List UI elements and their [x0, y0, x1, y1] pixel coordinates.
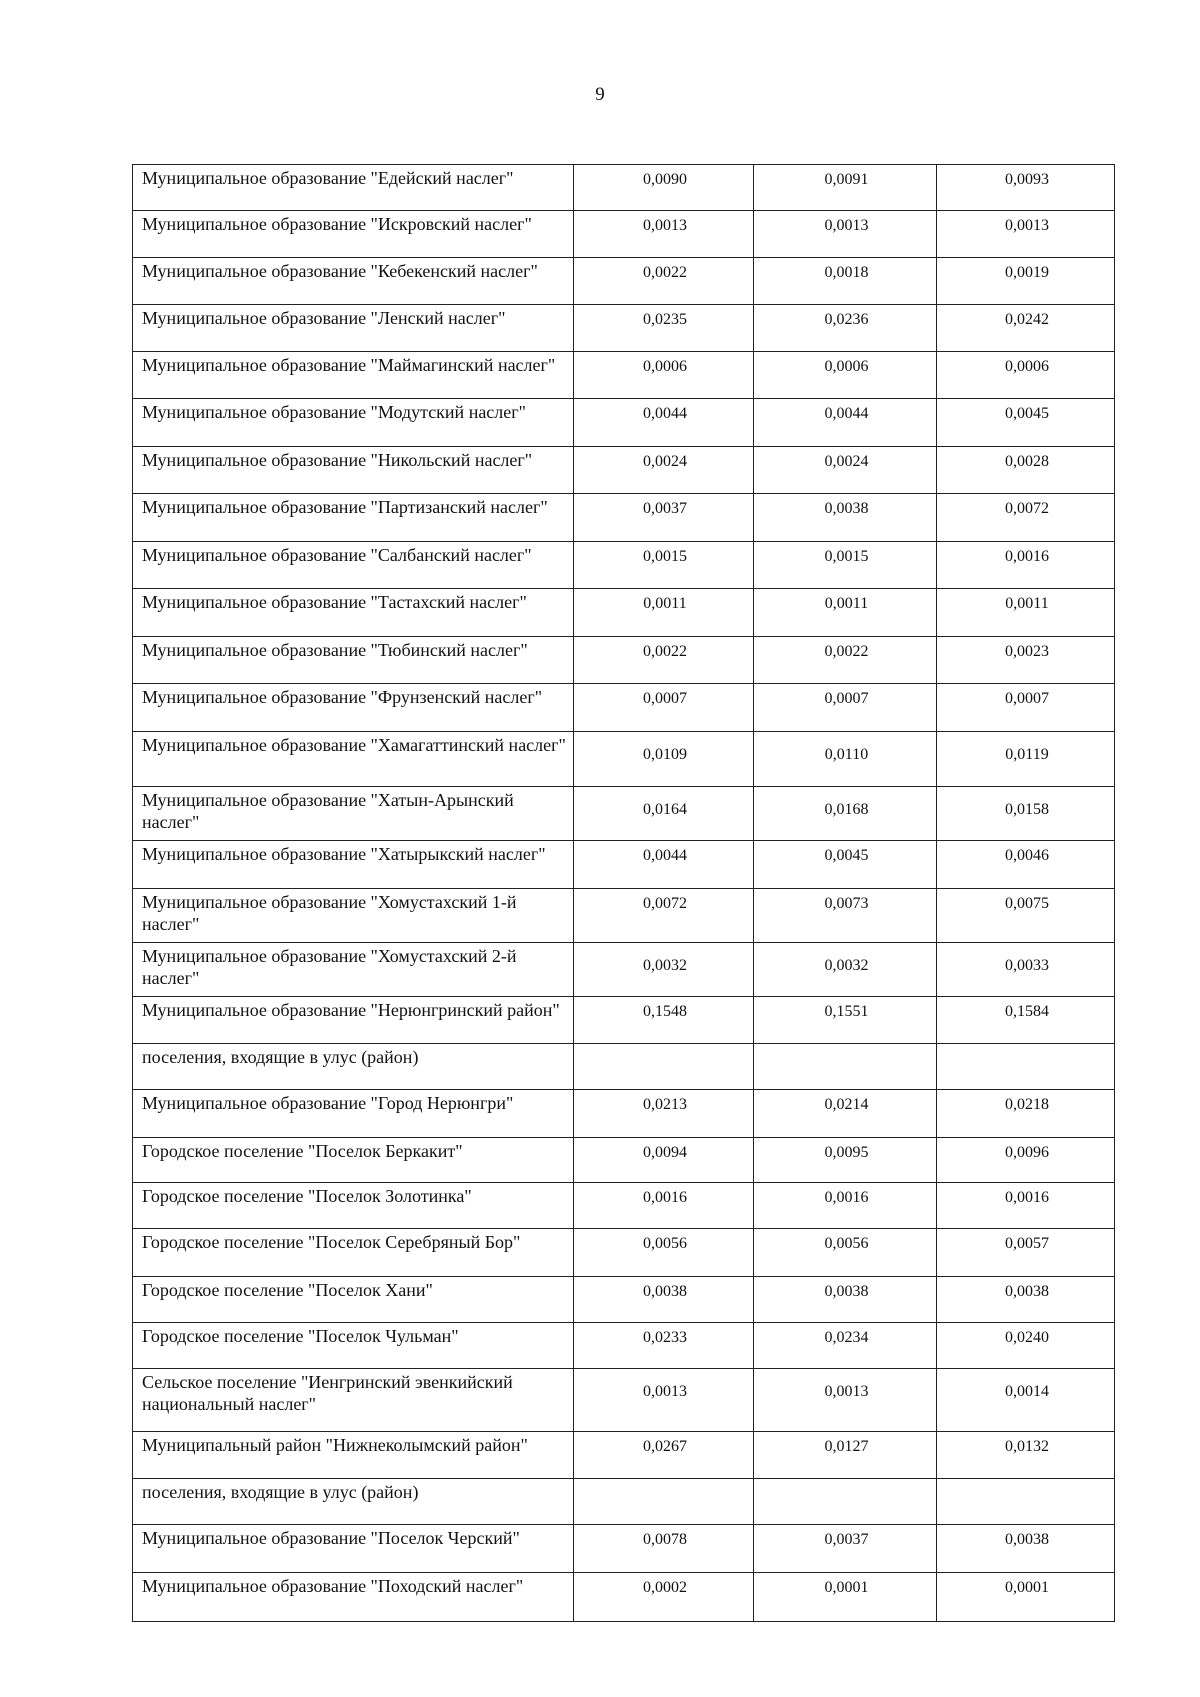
table-row	[133, 589, 1115, 637]
value-cell-2: 0,0214	[754, 1090, 937, 1138]
table-row	[133, 258, 1115, 305]
table-row	[133, 1229, 1115, 1277]
value-cell-1: 0,0002	[574, 1573, 754, 1622]
value-cell-2: 0,0127	[754, 1432, 937, 1479]
value-cell-2: 0,0044	[754, 399, 937, 447]
value-cell-1: 0,0016	[574, 1183, 754, 1229]
value-cell-3: 0,0019	[937, 258, 1115, 305]
value-cell-2: 0,0045	[754, 841, 937, 889]
table-row	[133, 889, 1115, 943]
table-row	[133, 943, 1115, 997]
value-cell-3: 0,0158	[937, 787, 1115, 841]
value-cell-1: 0,0038	[574, 1277, 754, 1323]
value-cell-1: 0,0072	[574, 889, 754, 943]
value-cell-2: 0,1551	[754, 997, 937, 1044]
municipality-name-cell: Муниципальное образование "Партизанский наслег"	[133, 494, 574, 542]
value-cell-2: 0,0007	[754, 684, 937, 732]
value-cell-2: 0,0016	[754, 1183, 937, 1229]
value-cell-1: 0,1548	[574, 997, 754, 1044]
value-cell-2: 0,0001	[754, 1573, 937, 1622]
value-cell-3: 0,0119	[937, 732, 1115, 787]
municipality-name-cell: Муниципальный район "Нижнеколымский район"	[133, 1432, 574, 1479]
value-cell-2: 0,0056	[754, 1229, 937, 1277]
municipality-name-cell: Городское поселение "Поселок Серебряный Бор"	[133, 1229, 574, 1277]
municipality-name-cell: Муниципальное образование "Хомустахский 2-й наслег"	[133, 943, 574, 997]
municipality-name-cell: Муниципальное образование "Нерюнгринский район"	[133, 997, 574, 1044]
municipality-name-cell: Муниципальное образование "Хатырыкский наслег"	[133, 841, 574, 889]
value-cell-1: 0,0015	[574, 542, 754, 589]
value-cell-3: 0,0045	[937, 399, 1115, 447]
value-cell-1: 0,0011	[574, 589, 754, 637]
value-cell-1: 0,0078	[574, 1525, 754, 1573]
municipality-name-cell: Муниципальное образование "Едейский наслег"	[133, 165, 574, 211]
table-row	[133, 1369, 1115, 1432]
value-cell-1: 0,0094	[574, 1138, 754, 1183]
value-cell-3: 0,0006	[937, 352, 1115, 399]
value-cell-2: 0,0032	[754, 943, 937, 997]
table-row	[133, 1432, 1115, 1479]
table-row	[133, 1479, 1115, 1525]
table-row	[133, 684, 1115, 732]
value-cell-2: 0,0168	[754, 787, 937, 841]
municipality-name-cell: Муниципальное образование "Хомустахский 1-й наслег"	[133, 889, 574, 943]
municipality-name-cell: Городское поселение "Поселок Хани"	[133, 1277, 574, 1323]
table-row	[133, 352, 1115, 399]
table-row	[133, 447, 1115, 494]
value-cell-3: 0,0001	[937, 1573, 1115, 1622]
value-cell-2: 0,0006	[754, 352, 937, 399]
value-cell-1: 0,0037	[574, 494, 754, 542]
value-cell-3	[937, 1044, 1115, 1090]
table-row	[133, 305, 1115, 352]
municipality-name-cell: Муниципальное образование "Хамагаттинский наслег"	[133, 732, 574, 787]
municipality-name-cell: Муниципальное образование "Кебекенский наслег"	[133, 258, 574, 305]
municipality-name-cell: Муниципальное образование "Поселок Черский"	[133, 1525, 574, 1573]
municipality-name-cell: Муниципальное образование "Ленский наслег"	[133, 305, 574, 352]
value-cell-2	[754, 1044, 937, 1090]
value-cell-2: 0,0091	[754, 165, 937, 211]
value-cell-3: 0,0016	[937, 542, 1115, 589]
value-cell-2: 0,0013	[754, 1369, 937, 1432]
value-cell-3: 0,0057	[937, 1229, 1115, 1277]
table-row	[133, 399, 1115, 447]
municipality-name-cell: Городское поселение "Поселок Чульман"	[133, 1323, 574, 1369]
value-cell-1: 0,0235	[574, 305, 754, 352]
value-cell-1: 0,0090	[574, 165, 754, 211]
value-cell-1: 0,0007	[574, 684, 754, 732]
value-cell-1: 0,0267	[574, 1432, 754, 1479]
value-cell-2: 0,0236	[754, 305, 937, 352]
value-cell-3: 0,0011	[937, 589, 1115, 637]
value-cell-3: 0,1584	[937, 997, 1115, 1044]
table-row	[133, 1044, 1115, 1090]
table-row	[133, 1323, 1115, 1369]
table-body	[133, 165, 1115, 1622]
value-cell-3: 0,0075	[937, 889, 1115, 943]
value-cell-2: 0,0022	[754, 637, 937, 684]
table-row	[133, 841, 1115, 889]
value-cell-3: 0,0093	[937, 165, 1115, 211]
value-cell-3: 0,0046	[937, 841, 1115, 889]
municipality-name-cell: Муниципальное образование "Модутский наслег"	[133, 399, 574, 447]
value-cell-2: 0,0095	[754, 1138, 937, 1183]
municipality-name-cell: поселения, входящие в улус (район)	[133, 1044, 574, 1090]
value-cell-3: 0,0023	[937, 637, 1115, 684]
table-row	[133, 732, 1115, 787]
value-cell-2: 0,0024	[754, 447, 937, 494]
value-cell-1	[574, 1044, 754, 1090]
municipality-name-cell: Муниципальное образование "Хатын-Арынский наслег"	[133, 787, 574, 841]
municipality-name-cell: поселения, входящие в улус (район)	[133, 1479, 574, 1525]
municipality-name-cell: Муниципальное образование "Город Нерюнгри"	[133, 1090, 574, 1138]
value-cell-2: 0,0013	[754, 211, 937, 258]
value-cell-1: 0,0006	[574, 352, 754, 399]
municipality-name-cell: Муниципальное образование "Фрунзенский наслег"	[133, 684, 574, 732]
value-cell-1: 0,0032	[574, 943, 754, 997]
value-cell-1: 0,0233	[574, 1323, 754, 1369]
value-cell-3: 0,0007	[937, 684, 1115, 732]
value-cell-1: 0,0044	[574, 399, 754, 447]
municipality-name-cell: Муниципальное образование "Тастахский наслег"	[133, 589, 574, 637]
municipality-name-cell: Городское поселение "Поселок Золотинка"	[133, 1183, 574, 1229]
table-row	[133, 211, 1115, 258]
municipality-name-cell: Муниципальное образование "Походский наслег"	[133, 1573, 574, 1622]
value-cell-2: 0,0018	[754, 258, 937, 305]
value-cell-3	[937, 1479, 1115, 1525]
table-row	[133, 542, 1115, 589]
value-cell-1: 0,0024	[574, 447, 754, 494]
value-cell-1: 0,0013	[574, 211, 754, 258]
municipality-name-cell: Городское поселение "Поселок Беркакит"	[133, 1138, 574, 1183]
value-cell-3: 0,0096	[937, 1138, 1115, 1183]
table-row	[133, 1277, 1115, 1323]
value-cell-3: 0,0072	[937, 494, 1115, 542]
value-cell-2: 0,0015	[754, 542, 937, 589]
value-cell-1: 0,0044	[574, 841, 754, 889]
value-cell-2: 0,0011	[754, 589, 937, 637]
value-cell-2: 0,0110	[754, 732, 937, 787]
table-row	[133, 494, 1115, 542]
value-cell-3: 0,0014	[937, 1369, 1115, 1432]
municipality-name-cell: Муниципальное образование "Салбанский наслег"	[133, 542, 574, 589]
value-cell-1: 0,0056	[574, 1229, 754, 1277]
table-row	[133, 1183, 1115, 1229]
table-row	[133, 1090, 1115, 1138]
value-cell-2: 0,0234	[754, 1323, 937, 1369]
table-row	[133, 1525, 1115, 1573]
table-row	[133, 997, 1115, 1044]
value-cell-1: 0,0013	[574, 1369, 754, 1432]
table-row	[133, 165, 1115, 211]
table-row	[133, 787, 1115, 841]
value-cell-1: 0,0022	[574, 637, 754, 684]
table-row	[133, 1138, 1115, 1183]
table-row	[133, 637, 1115, 684]
value-cell-2: 0,0073	[754, 889, 937, 943]
value-cell-3: 0,0240	[937, 1323, 1115, 1369]
value-cell-3: 0,0016	[937, 1183, 1115, 1229]
value-cell-2	[754, 1479, 937, 1525]
value-cell-3: 0,0028	[937, 447, 1115, 494]
value-cell-2: 0,0037	[754, 1525, 937, 1573]
value-cell-3: 0,0013	[937, 211, 1115, 258]
value-cell-3: 0,0033	[937, 943, 1115, 997]
value-cell-3: 0,0132	[937, 1432, 1115, 1479]
municipality-name-cell: Муниципальное образование "Маймагинский наслег"	[133, 352, 574, 399]
value-cell-3: 0,0038	[937, 1525, 1115, 1573]
value-cell-2: 0,0038	[754, 1277, 937, 1323]
value-cell-1: 0,0022	[574, 258, 754, 305]
value-cell-3: 0,0218	[937, 1090, 1115, 1138]
value-cell-1: 0,0164	[574, 787, 754, 841]
municipality-name-cell: Муниципальное образование "Никольский наслег"	[133, 447, 574, 494]
municipality-name-cell: Сельское поселение "Иенгринский эвенкийский национальный наслег"	[133, 1369, 574, 1432]
municipality-name-cell: Муниципальное образование "Тюбинский наслег"	[133, 637, 574, 684]
value-cell-2: 0,0038	[754, 494, 937, 542]
table-row	[133, 1573, 1115, 1622]
value-cell-1: 0,0109	[574, 732, 754, 787]
value-cell-3: 0,0038	[937, 1277, 1115, 1323]
value-cell-3: 0,0242	[937, 305, 1115, 352]
coefficients-table	[132, 164, 1115, 1622]
value-cell-1	[574, 1479, 754, 1525]
value-cell-1: 0,0213	[574, 1090, 754, 1138]
page-number: 9	[595, 84, 605, 105]
municipality-name-cell: Муниципальное образование "Искровский наслег"	[133, 211, 574, 258]
